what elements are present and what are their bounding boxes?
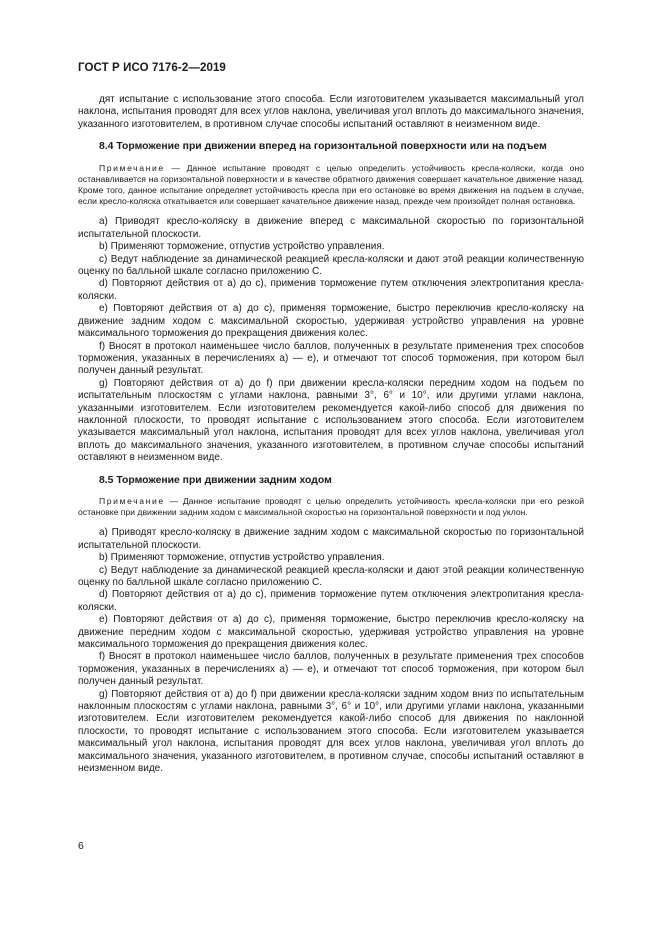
- section-8-5-title: 8.5 Торможение при движении задним ходом: [99, 474, 332, 486]
- section-8-5-item-d: d) Повторяют действия от а) до с), применив торможение путем отключения электропитания кресла-коляски.: [78, 589, 584, 613]
- section-8-4-item-f: f) Вносят в протокол наименьшее число баллов, полученных в результате применения трех способов торможения, указанных в перечислениях а) — е), и отмечают тот способ торможения, при котором был получен данный результат.: [78, 340, 584, 377]
- section-8-5-item-a: а) Приводят кресло-коляску в движение задним ходом с максимальной скоростью по горизонтальной испытательной плоскости.: [78, 527, 584, 551]
- document-header: ГОСТ Р ИСО 7176-2—2019: [78, 62, 226, 74]
- section-8-5-item-e: е) Повторяют действия от а) до с), применяя торможение, быстро переключив кресло-коляску на движение передним ходом с максимальной скоростью, удерживая устройство управления на уровне максимального торможения до прекращения движения колес.: [78, 614, 584, 651]
- section-8-5-item-f: f) Вносят в протокол наименьшее число баллов, полученных в результате применения трех способов торможения, указанных в перечислениях а) — е), и отмечают тот способ торможения, при котором был получен данный результат.: [78, 651, 584, 688]
- section-8-4-title: 8.4 Торможение при движении вперед на горизонтальной поверхности или на подъем: [99, 141, 547, 153]
- document-body: [78, 94, 584, 776]
- page-number: 6: [78, 840, 84, 852]
- note-label: Примечание: [99, 162, 165, 173]
- section-8-4-item-g: g) Повторяют действия от а) до f) при движении кресла-коляски передним ходом на подъем по испытательным плоскостям с углами наклона, равными 3°, 6° и 10°, или другими углами наклона, указанными изготовителем. Если изготовителем рекомендуется какой-либо способ для движения по наклонной плоскости, то проводят испытание с использованием этого способа. Если изготовителем указывается максимальный угол наклона, испытания проводят для всех углов наклона, увеличивая угол вплоть до максимального значения, указанного изготовителем, в противном случае способы испытаний оставляют в неизменном виде.: [78, 377, 584, 464]
- section-8-4-item-a: а) Приводят кресло-коляску в движение вперед с максимальной скоростью по горизонтальной испытательной плоскости.: [78, 216, 584, 240]
- section-8-4-item-c: с) Ведут наблюдение за динамической реакцией кресла-коляски и дают этой реакции количественную оценку по балльной шкале согласно приложению С.: [78, 253, 584, 278]
- section-8-4-item-e: е) Повторяют действия от а) до с), применяя торможение, быстро переключив кресло-коляску на движение задним ходом с максимальной скоростью, удерживая устройство управления на уровне максимального торможения до прекращения движения колес.: [78, 303, 584, 340]
- intro-paragraph: дят испытание с использование этого способа. Если изготовителем указывается максимальный угол наклона, испытания проводят для всех углов наклона, увеличивая угол вплоть до максимального значения, указанного изготовителем, в противном случае способы испытаний оставляют в неизменном виде.: [78, 94, 584, 130]
- section-8-4-note: [78, 163, 584, 208]
- section-8-5-item-b: b) Применяют торможение, отпустив устройство управления.: [99, 552, 385, 564]
- section-8-5-item-g: g) Повторяют действия от а) до f) при движении кресла-коляски задним ходом вниз по испытательным наклонным плоскостям с углами наклона, равными 3°, 6° и 10°, или другими углами наклона, указанными изготовителем. Если изготовителем рекомендуется какой-либо способ для движения по наклонной плоскости, то проводят испытание с использованием этого способа. Если изготовителем указывается максимальный угол наклона, испытания проводят для всех углов наклона, увеличивая угол вплоть до максимального значения, указанного изготовителем, в противном случае, способы испытаний оставляют в неизменном виде.: [78, 688, 584, 775]
- section-8-4-item-d: d) Повторяют действия от а) до с), применив торможение путем отключения электропитания кресла-коляски.: [78, 278, 584, 302]
- note-label: Примечание: [99, 495, 165, 506]
- note-text: — Данное испытание проводят с целью определить устойчивость кресла-коляски при его резкой остановке при движении задним ходом с максимальной скоростью на горизонтальной поверхности и под уклон.: [78, 495, 584, 518]
- section-8-5-note: [78, 496, 584, 518]
- section-8-5-item-c: с) Ведут наблюдение за динамической реакцией кресла-коляски и дают этой реакции количественную оценку по балльной шкале согласно приложению С.: [78, 564, 584, 588]
- note-text: — Данное испытание проводят с целью определить устойчивость кресла-коляски, когда оно останавливается на горизонтальной поверхности и в качестве обратного движения совершает качательное движение назад. Кроме того, данное испытание определяет устойчивость кресла при его остановке во время движения на подъем в случае, если кресло-коляска откатывается или совершает качательное движение назад, прежде чем произойдет полная остановка.: [78, 162, 584, 207]
- section-8-4-item-b: b) Применяют торможение, отпустив устройство управления.: [99, 241, 385, 253]
